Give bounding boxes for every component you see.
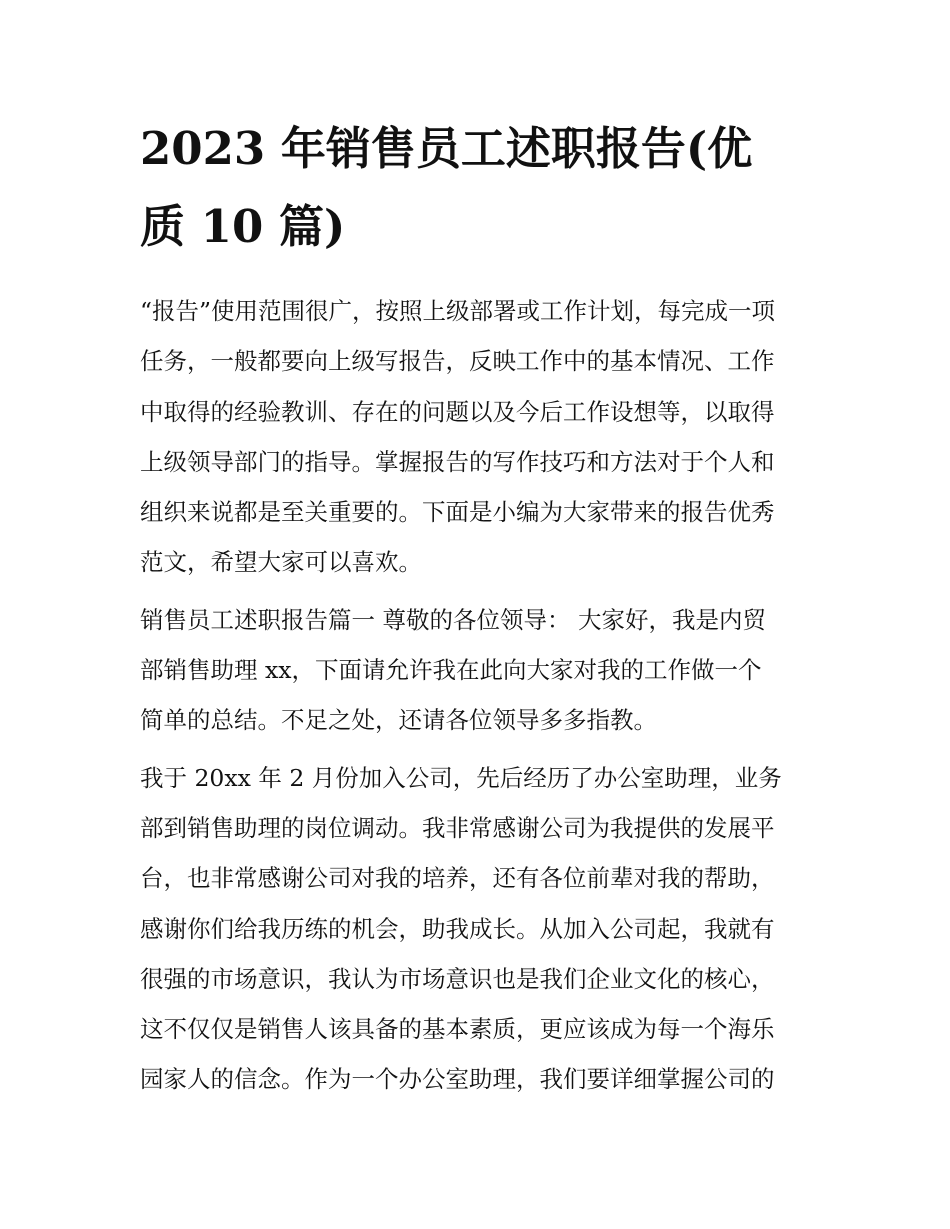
text-line: 任务，一般都要向上级写报告，反映工作中的基本情况、工作: [140, 347, 775, 376]
intro-paragraph: [140, 286, 820, 588]
text-line: 部到销售助理的岗位调动。我非常感谢公司为我提供的发展平: [140, 813, 775, 842]
text-line: 我于 20xx 年 2 月份加入公司，先后经历了办公室助理，业务: [140, 763, 782, 792]
body-paragraph: [140, 753, 820, 1105]
text-line: 园家人的信念。作为一个办公室助理，我们要详细掌握公司的: [140, 1065, 775, 1094]
document-title: [140, 110, 820, 266]
title-line: 质 10 篇): [140, 200, 346, 253]
text-line: 上级领导部门的指导。掌握报告的写作技巧和方法对于个人和: [140, 447, 775, 476]
document-page: [140, 110, 820, 1105]
text-line: “报告”使用范围很广，按照上级部署或工作计划，每完成一项: [140, 297, 776, 325]
text-line: 很强的市场意识，我认为市场意识也是我们企业文化的核心，: [140, 964, 775, 993]
text-line: 组织来说都是至关重要的。下面是小编为大家带来的报告优秀: [140, 498, 775, 527]
text-line: 范文，希望大家可以喜欢。: [140, 548, 422, 577]
text-line: 台，也非常感谢公司对我的培养，还有各位前辈对我的帮助，: [140, 864, 775, 893]
text-line: 销售员工述职报告篇一 尊敬的各位领导： 大家好，我是内贸: [140, 605, 766, 634]
text-line: 简单的总结。不足之处，还请各位领导多多指教。: [140, 706, 657, 735]
title-line: 2023 年销售员工述职报告(优: [140, 122, 753, 175]
text-line: 中取得的经验教训、存在的问题以及今后工作设想等，以取得: [140, 397, 775, 426]
text-line: 部销售助理 xx，下面请允许我在此向大家对我的工作做一个: [140, 656, 762, 685]
greeting-paragraph: [140, 595, 820, 746]
text-line: 感谢你们给我历练的机会，助我成长。从加入公司起，我就有: [140, 914, 775, 943]
text-line: 这不仅仅是销售人该具备的基本素质，更应该成为每一个海乐: [140, 1015, 775, 1044]
